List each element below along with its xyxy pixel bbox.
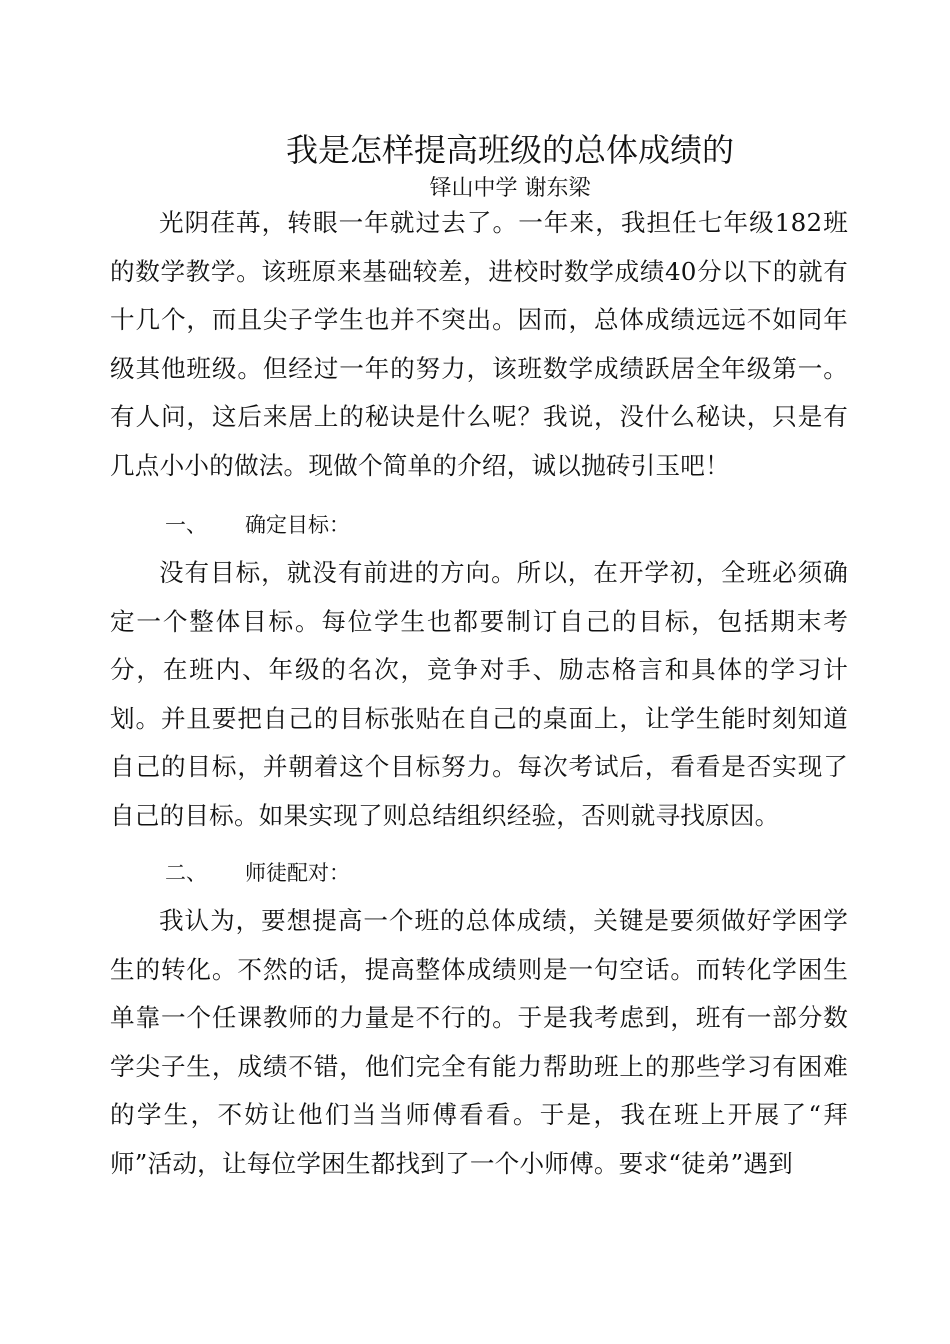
paragraph-mentoring: 我认为，要想提高一个班的总体成绩，关键是要须做好学困学生的转化。不然的话，提高整体成绩则是一句空话。而转化学困生单靠一个任课教师的力量是不行的。于是我考虑到，班有一部分数学尖子生，成绩不错，他们完全有能力帮助班上的那些学习有困难的学生，不妨让他们当当师傅看看。于是，我在班上开展了“拜师”活动，让每位学困生都找到了一个小师傅。要求“徒弟”遇到 [110, 906, 848, 1178]
section-title: 师徒配对： [245, 861, 350, 885]
section-heading-1 [165, 510, 350, 540]
section-number: 二、 [165, 861, 207, 885]
document-title: 我是怎样提高班级的总体成绩的 [285, 131, 734, 169]
author-line: 铎山中学 谢东梁 [429, 176, 591, 201]
section-heading-2 [165, 858, 350, 888]
paragraph-goals: 没有目标，就没有前进的方向。所以，在开学初，全班必须确定一个整体目标。每位学生也都要制订自己的目标，包括期末考分，在班内、年级的名次，竞争对手、励志格言和具体的学习计划。并且要把自己的目标张贴在自己的桌面上，让学生能时刻知道自己的目标，并朝着这个目标努力。每次考试后，看看是否实现了自己的目标。如果实现了则总结组织经验，否则就寻找原因。 [110, 558, 848, 830]
section-number: 一、 [165, 513, 207, 537]
paragraph-intro: 光阴荏苒，转眼一年就过去了。一年来，我担任七年级182班的数学教学。该班原来基础较差，进校时数学成绩40分以下的就有十几个，而且尖子学生也并不突出。因而，总体成绩远远不如同年级其他班级。但经过一年的努力，该班数学成绩跃居全年级第一。有人问，这后来居上的秘诀是什么呢？我说，没什么秘诀，只是有几点小小的做法。现做个简单的介绍，诚以抛砖引玉吧！ [110, 208, 848, 480]
section-title: 确定目标： [245, 513, 350, 537]
